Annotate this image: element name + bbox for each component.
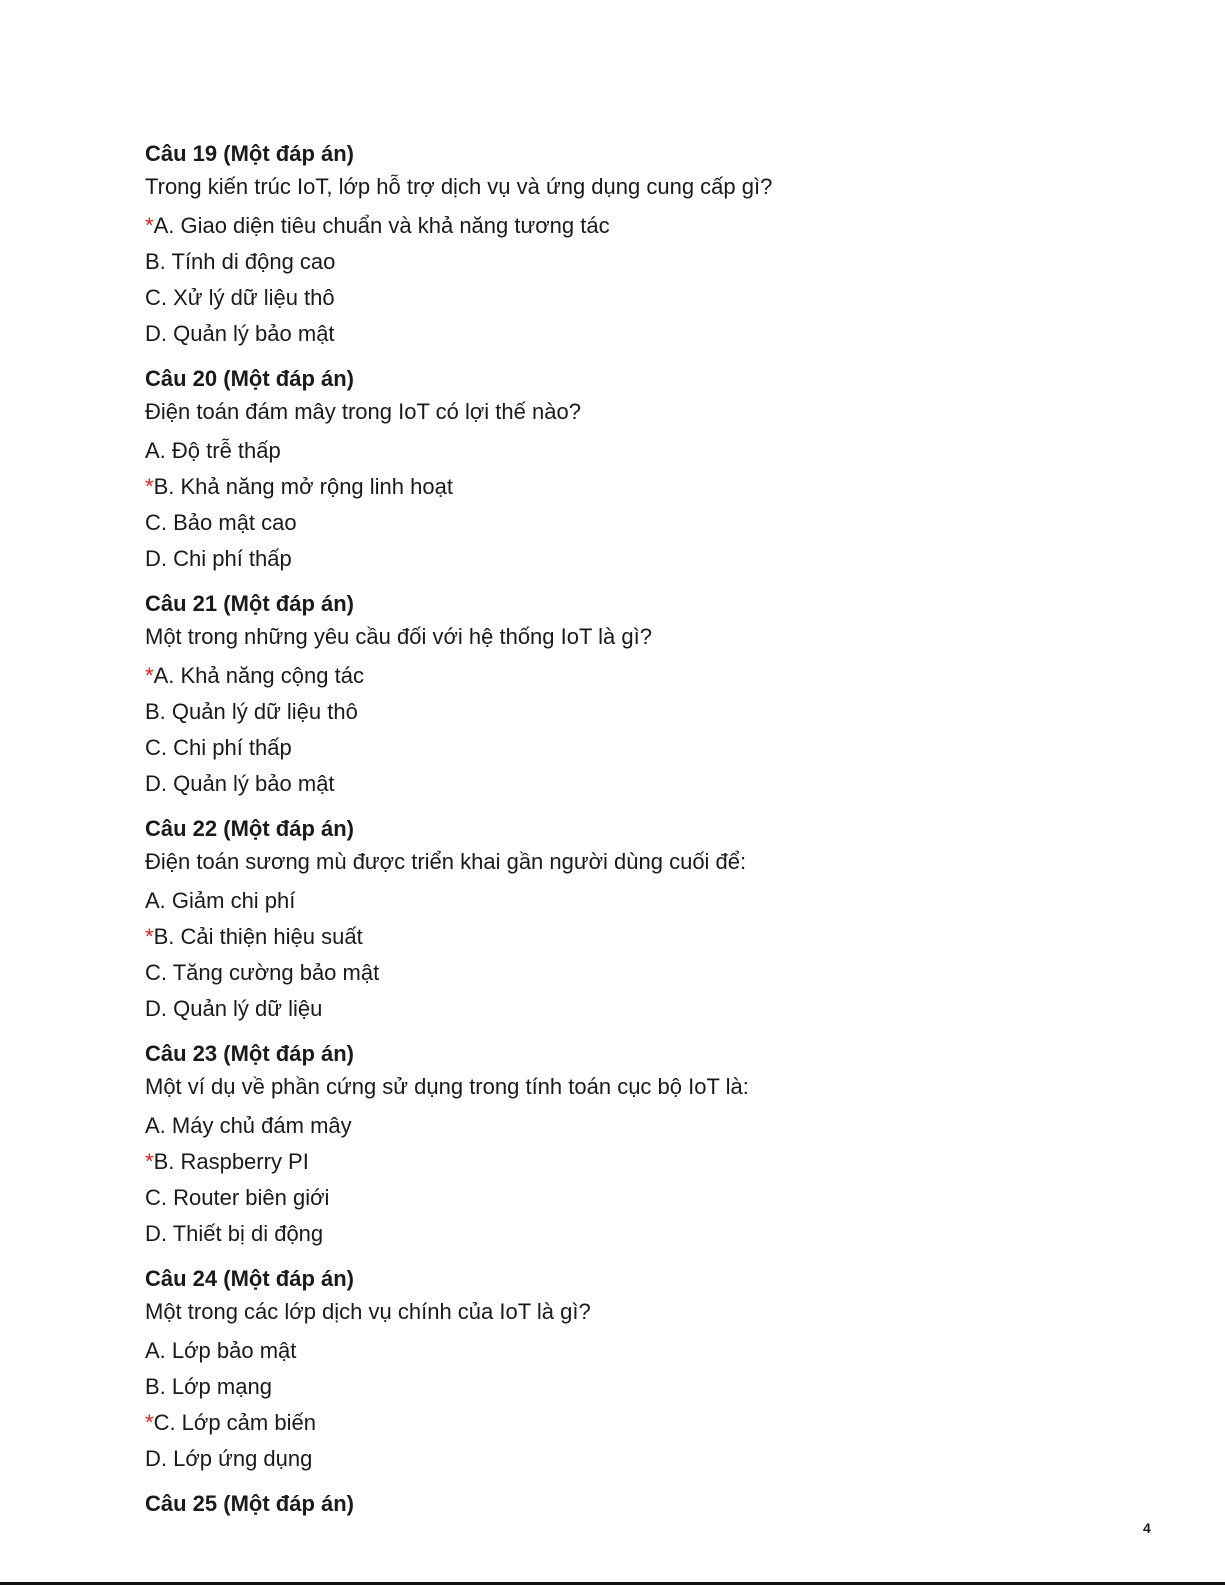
option-list <box>145 1108 1105 1252</box>
option-label: A. Lớp bảo mật <box>145 1338 297 1363</box>
option-a <box>145 1333 1105 1369</box>
option-d <box>145 1216 1105 1252</box>
option-label: B. Quản lý dữ liệu thô <box>145 699 358 724</box>
question-text: Một ví dụ về phần cứng sử dụng trong tính toán cục bộ IoT là: <box>145 1074 749 1099</box>
question-text: Một trong những yêu cầu đối với hệ thống IoT là gì? <box>145 624 652 649</box>
option-label: A. Độ trễ thấp <box>145 438 281 463</box>
option-label: B. Tính di động cao <box>145 249 336 274</box>
option-label: C. Chi phí thấp <box>145 735 292 760</box>
page-number: 4 <box>1143 1520 1151 1536</box>
option-label: A. Máy chủ đám mây <box>145 1113 352 1138</box>
option-label: D. Thiết bị di động <box>145 1221 324 1246</box>
option-label: B. Raspberry PI <box>153 1149 309 1174</box>
option-label: A. Giao diện tiêu chuẩn và khả năng tương tác <box>153 213 610 238</box>
question-19 <box>145 137 1105 352</box>
option-d <box>145 316 1105 352</box>
question-23 <box>145 1037 1105 1252</box>
question-25 <box>145 1487 1105 1520</box>
question-title: Câu 21 (Một đáp án) <box>145 591 355 616</box>
option-b <box>145 1144 1105 1180</box>
question-title: Câu 23 (Một đáp án) <box>145 1041 355 1066</box>
option-label: D. Quản lý bảo mật <box>145 771 335 796</box>
option-b <box>145 469 1105 505</box>
option-label: B. Cải thiện hiệu suất <box>153 924 363 949</box>
option-a <box>145 1108 1105 1144</box>
option-label: C. Bảo mật cao <box>145 510 297 535</box>
correct-marker: * <box>145 1410 154 1435</box>
correct-marker: * <box>145 1149 154 1174</box>
option-label: B. Lớp mạng <box>145 1374 272 1399</box>
correct-marker: * <box>145 213 154 238</box>
option-label: B. Khả năng mở rộng linh hoạt <box>153 474 453 499</box>
option-c <box>145 730 1105 766</box>
option-c <box>145 280 1105 316</box>
option-label: D. Lớp ứng dụng <box>145 1446 313 1471</box>
option-label: C. Xử lý dữ liệu thô <box>145 285 335 310</box>
question-title: Câu 20 (Một đáp án) <box>145 366 355 391</box>
question-22 <box>145 812 1105 1027</box>
question-text: Một trong các lớp dịch vụ chính của IoT là gì? <box>145 1299 591 1324</box>
option-b <box>145 1369 1105 1405</box>
option-d <box>145 1441 1105 1477</box>
option-b <box>145 694 1105 730</box>
option-c <box>145 505 1105 541</box>
option-label: D. Quản lý bảo mật <box>145 321 335 346</box>
option-list <box>145 883 1105 1027</box>
question-title: Câu 19 (Một đáp án) <box>145 141 355 166</box>
correct-marker: * <box>145 924 154 949</box>
option-a <box>145 433 1105 469</box>
option-label: C. Router biên giới <box>145 1185 330 1210</box>
option-label: D. Chi phí thấp <box>145 546 292 571</box>
question-title: Câu 22 (Một đáp án) <box>145 816 355 841</box>
option-list <box>145 208 1105 352</box>
option-b <box>145 919 1105 955</box>
option-b <box>145 244 1105 280</box>
option-d <box>145 766 1105 802</box>
question-text: Điện toán sương mù được triển khai gần người dùng cuối để: <box>145 849 747 874</box>
option-list <box>145 658 1105 802</box>
option-list <box>145 1333 1105 1477</box>
option-label: A. Giảm chi phí <box>145 888 296 913</box>
option-c <box>145 1405 1105 1441</box>
question-21 <box>145 587 1105 802</box>
option-label: C. Tăng cường bảo mật <box>145 960 380 985</box>
option-d <box>145 541 1105 577</box>
question-title: Câu 25 (Một đáp án) <box>145 1491 355 1516</box>
correct-marker: * <box>145 663 154 688</box>
correct-marker: * <box>145 474 154 499</box>
question-text: Trong kiến trúc IoT, lớp hỗ trợ dịch vụ và ứng dụng cung cấp gì? <box>145 174 773 199</box>
option-label: A. Khả năng cộng tác <box>153 663 364 688</box>
option-a <box>145 883 1105 919</box>
option-d <box>145 991 1105 1027</box>
option-label: D. Quản lý dữ liệu <box>145 996 323 1021</box>
page-content <box>145 137 1105 1520</box>
question-24 <box>145 1262 1105 1477</box>
question-title: Câu 24 (Một đáp án) <box>145 1266 355 1291</box>
option-c <box>145 955 1105 991</box>
option-label: C. Lớp cảm biến <box>153 1410 316 1435</box>
option-list <box>145 433 1105 577</box>
option-c <box>145 1180 1105 1216</box>
option-a <box>145 658 1105 694</box>
question-20 <box>145 362 1105 577</box>
question-text: Điện toán đám mây trong IoT có lợi thế nào? <box>145 399 581 424</box>
option-a <box>145 208 1105 244</box>
